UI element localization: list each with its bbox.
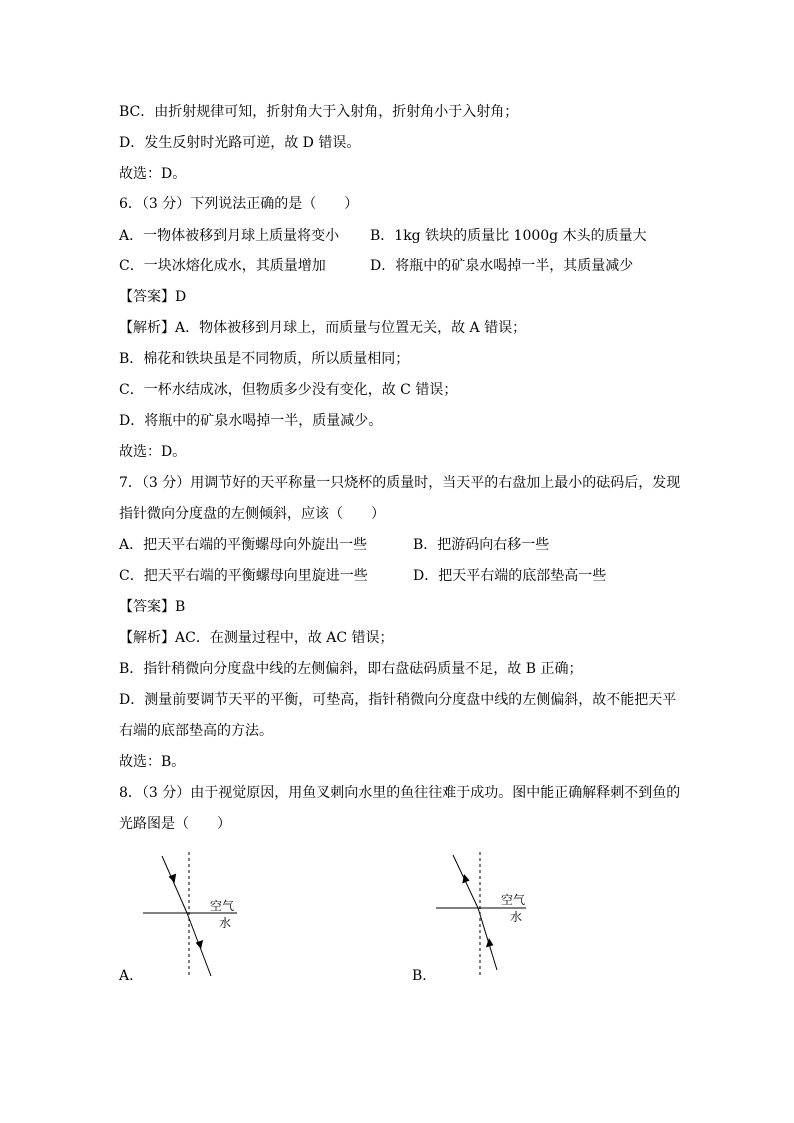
q8-figure-a	[143, 852, 243, 980]
prev-analysis-d: D．发生反射时光路可逆，故 D 错误。	[119, 135, 361, 151]
air-label: 空气	[501, 893, 526, 907]
q6-option-a: A．一物体被移到月球上质量将变小	[119, 228, 340, 244]
q6-analysis-line: D．将瓶中的矿泉水喝掉一半，质量减少。	[119, 413, 383, 429]
water-label: 水	[510, 910, 523, 924]
q6-analysis-line: C．一杯水结成冰，但物质多少没有变化，故 C 错误；	[119, 382, 458, 398]
q6-choice: 故选：D。	[119, 444, 187, 460]
q7-analysis-line: D．测量前要调节天平的平衡，可垫高，指针稍微向分度盘中线的左侧偏斜，故不能把天平	[119, 692, 677, 708]
incident-ray	[478, 908, 497, 970]
q6-option-c: C．一块冰熔化成水，其质量增加	[119, 258, 326, 274]
q8-stem-line2: 光路图是（ ）	[119, 816, 231, 832]
q8-stem-line1: 8．（3 分）由于视觉原因，用鱼叉刺向水里的鱼往往难于成功。图中能正确解释刺不到鱼的	[119, 785, 681, 801]
q7-choice: 故选：B。	[119, 754, 186, 770]
q8-option-b-label: B．	[412, 968, 437, 984]
q7-stem-line2: 指针微向分度盘的左侧倾斜，应该（ ）	[119, 506, 385, 522]
q7-answer: 【答案】B	[119, 599, 186, 615]
q7-option-a: A．把天平右端的平衡螺母向外旋出一些	[119, 537, 368, 553]
water-label: 水	[219, 916, 232, 930]
q6-analysis-line: 【解析】A．物体被移到月球上，而质量与位置无关，故 A 错误；	[119, 320, 527, 336]
q7-analysis-line: B．指针稍微向分度盘中线的左侧偏斜，即右盘砝码质量不足，故 B 正确；	[119, 661, 583, 677]
q7-option-b: B．把游码向右移一些	[413, 537, 550, 553]
q6-option-d: D．将瓶中的矿泉水喝掉一半，其质量减少	[370, 258, 634, 274]
ray-arrow-icon	[169, 874, 177, 884]
prev-analysis-bc: BC．由折射规律可知，折射角大于入射角，折射角小于入射角；	[119, 104, 519, 120]
q7-option-c: C．把天平右端的平衡螺母向里旋进一些	[119, 568, 368, 584]
q8-option-a-label: A．	[119, 968, 144, 984]
prev-choice: 故选：D。	[119, 166, 187, 182]
air-label: 空气	[210, 899, 235, 913]
ray-arrow-icon	[196, 940, 204, 949]
q7-option-d: D．把天平右端的底部垫高一些	[413, 568, 607, 584]
q8-figure-b	[436, 852, 536, 980]
q6-answer: 【答案】D	[119, 289, 187, 305]
q6-analysis-line: B．棉花和铁块虽是不同物质，所以质量相同；	[119, 351, 410, 367]
q6-option-b: B．1kg 铁块的质量比 1000g 木头的质量大	[370, 228, 647, 244]
incident-ray	[162, 856, 187, 913]
q7-analysis-line: 【解析】AC．在测量过程中，故 AC 错误；	[119, 630, 394, 646]
ray-arrow-icon	[486, 938, 494, 947]
q7-stem-line1: 7．（3 分）用调节好的天平称量一只烧杯的质量时，当天平的右盘加上最小的砝码后，发现	[119, 475, 681, 491]
q7-analysis-line: 右端的底部垫高的方法。	[119, 723, 273, 739]
q6-stem: 6．（3 分）下列说法正确的是（ ）	[119, 196, 359, 212]
